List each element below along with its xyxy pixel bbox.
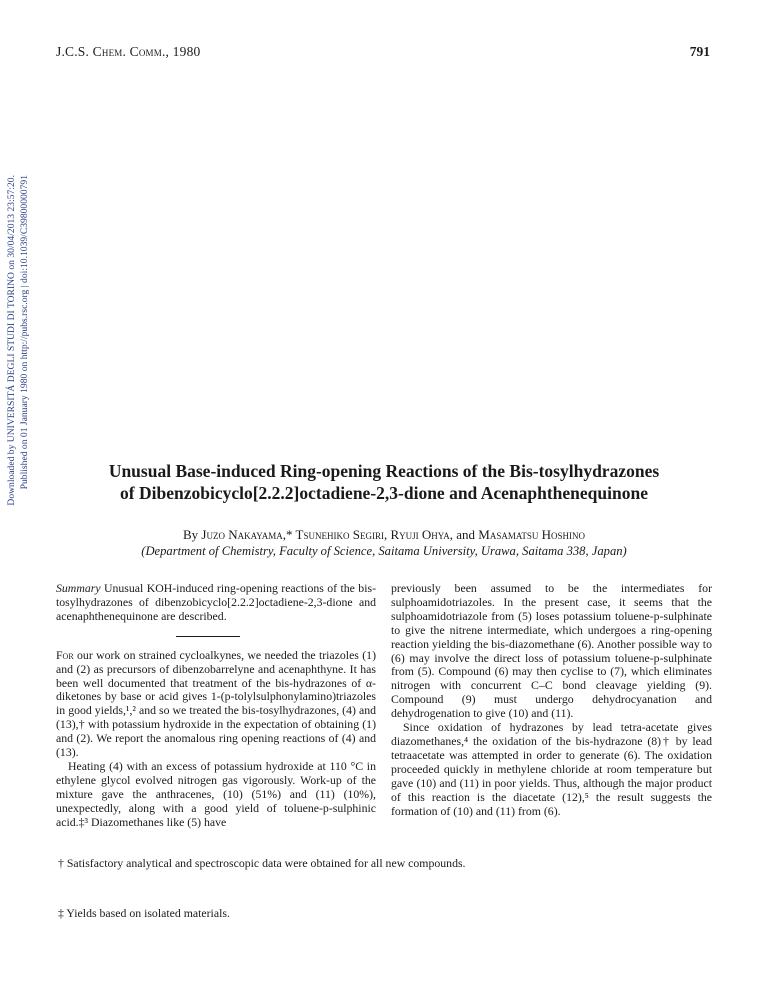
right-column xyxy=(391,582,712,818)
affiliation: (Department of Chemistry, Faculty of Science, Saitama University, Urawa, Saitama 338, Japan) xyxy=(141,544,627,558)
running-header xyxy=(56,44,200,60)
journal-chem: Chem. xyxy=(92,44,127,59)
summary-label: Summary xyxy=(56,581,101,595)
and-label: and xyxy=(453,527,479,542)
summary xyxy=(56,582,376,624)
footnote-double-dagger: ‡ Yields based on isolated materials. xyxy=(58,906,230,920)
left-paragraph-2: Heating (4) with an excess of potassium hydroxide at 110 °C in ethylene glycol evolved nitrogen gas vigorously. Work-up of the mixture gave the anthracenes, (10) (51%) and (11) (10%), unexpectedly, along with a good yield of toluene-p-sulphinic acid.‡³ Diazomethanes like (5) have xyxy=(56,758,376,829)
page-number: 791 xyxy=(689,44,710,59)
author-list xyxy=(60,526,708,543)
publication-notice: Published on 01 January 1980 on http://pubs.rsc.org | doi:10.1039/C39800000791 xyxy=(19,175,30,490)
left-paragraph-1 xyxy=(56,649,376,760)
left-paragraph-1-text: our work on strained cycloalkynes, we needed the triazoles (1) and (2) as precursors of dibenzobarrelyne and acenaphthyne. It has been well documented that treatment of the bis-hydrazones of α-diketones by base or acid gives 1-(p-tolylsulphonylamino)triazoles in good yields,¹,² and so we treated the bis-tosylhydrazones, (4) and (13),† with potassium hydroxide in the expectation of obtaining (1) and (2). We report the anomalous ring opening reactions of (4) and (13). xyxy=(56,647,376,760)
title-line-2: of Dibenzobicyclo[2.2.2]octadiene-2,3-dione and Acenaphthenequinone xyxy=(120,483,648,503)
summary-text: Unusual KOH-induced ring-opening reactions of the bis-tosylhydrazones of dibenzobicyclo[2.2.2]octadiene-2,3-dione and acenaphthenequinone are described. xyxy=(56,581,376,623)
by-label: By xyxy=(182,527,202,542)
left-column xyxy=(56,582,376,830)
right-paragraph-1: previously been assumed to be the intermediates for sulphoamidotriazoles. In the present case, it seems that the sulphoamidotriazole from (5) loses potassium toluene-p-sulphinate to give the nitrene intermediate, which undergoes a ring-opening reaction yielding the bis-diazomethane (6). Another possible way to (6) may involve the direct loss of potassium toluene-p-sulphinate from (5). Compound (6) may then cyclise to (7), which eliminates nitrogen with concurrent C–C bond cleavage yielding (9). Compound (9) must undergo dehydrocyanation and dehydrogenation to give (10) and (11). xyxy=(391,581,712,721)
author-2: Tsunehiko Segiri, xyxy=(292,527,388,542)
right-paragraph-2: Since oxidation of hydrazones by lead tetra-acetate gives diazomethanes,⁴ the oxidation of the bis-hydrazone (8)† by lead tetraacetate was attempted in order to generate (6). The oxidation proceeded quickly in methylene chloride at room temperature but gave (10) and (11) in poor yields. Thus, although the major product of this reaction is the diacetate (12),⁵ the result suggests the formation of (10) and (11) from (6). xyxy=(391,720,712,818)
download-notice: Downloaded by UNIVERSITÁ DEGLI STUDI DI TORINO on 30/04/2013 23:57:20. xyxy=(6,175,17,506)
author-3: Ryuji Ohya, xyxy=(387,527,454,542)
section-divider xyxy=(176,636,240,637)
journal-year: , 1980 xyxy=(165,44,201,59)
drop-word: For xyxy=(56,647,74,662)
download-watermark xyxy=(4,175,38,595)
title-line-1: Unusual Base-induced Ring-opening Reactions of the Bis-tosylhydrazones xyxy=(108,461,660,481)
journal-prefix: J.C.S. xyxy=(56,44,93,59)
footnote-dagger: † Satisfactory analytical and spectroscopic data were obtained for all new compounds. xyxy=(58,856,466,870)
journal-comm: Comm. xyxy=(126,44,166,59)
author-1: Juzo Nakayama, xyxy=(201,527,287,542)
article-title xyxy=(60,460,708,504)
author-4: Masamatsu Hoshino xyxy=(478,527,586,542)
corresponding-star: * xyxy=(286,527,293,542)
